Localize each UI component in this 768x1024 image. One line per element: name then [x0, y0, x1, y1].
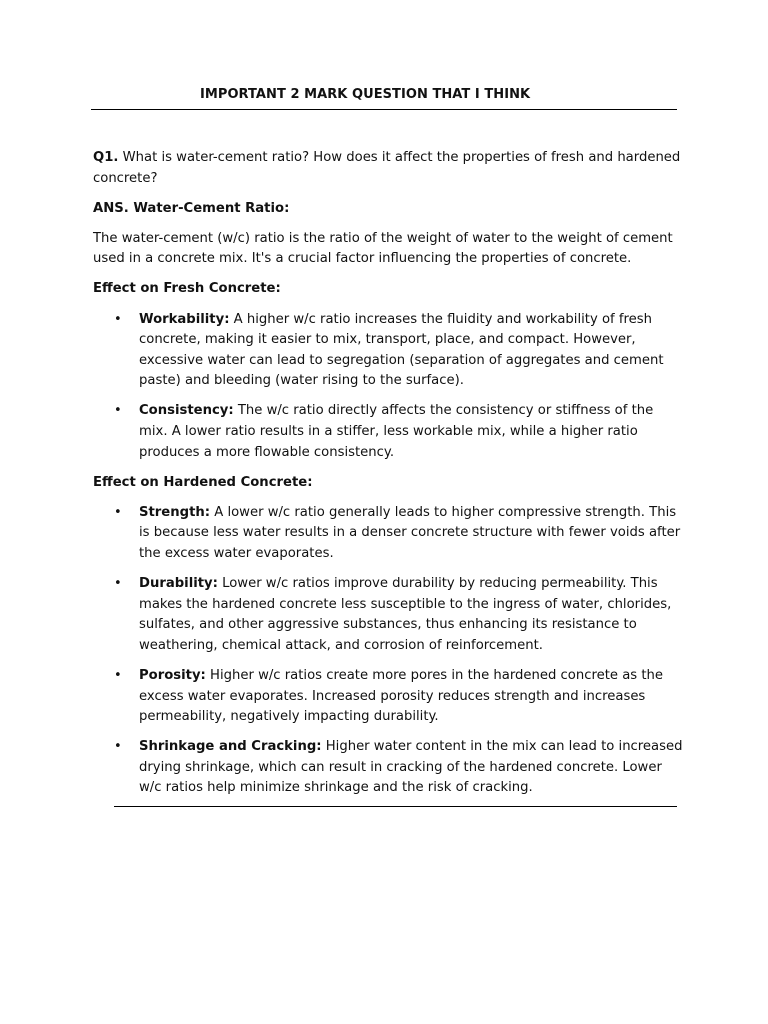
list-item-workability — [93, 310, 683, 392]
bullet-icon: • — [114, 311, 122, 327]
hardened-concrete-list — [93, 503, 683, 799]
bullet-icon: • — [114, 667, 122, 683]
question-label: Q1. — [93, 150, 119, 165]
fresh-concrete-heading: Effect on Fresh Concrete: — [93, 281, 281, 297]
bullet-icon: • — [114, 576, 122, 592]
item-term: Workability: — [139, 311, 230, 327]
question-text: What is water-cement ratio? How does it affect the properties of fresh and hardened concrete? — [93, 150, 681, 186]
hardened-concrete-heading: Effect on Hardened Concrete: — [93, 474, 313, 490]
item-text: A lower w/c ratio generally leads to higher compressive strength. This is because less water results in a denser concrete structure with fewer voids after the excess water evaporates. — [139, 504, 681, 561]
item-text: Higher water content in the mix can lead to increased drying shrinkage, which can result in cracking of the hardened concrete. Lower w/c ratios help minimize shrinkage and the risk of cracking. — [139, 739, 683, 796]
item-text: Lower w/c ratios improve durability by reducing permeability. This makes the hardened concrete less susceptible to the ingress of water, chlorides, sulfates, and other aggressive substances, thus enhancing its resistance to weathering, chemical attack, and corrosion of reinforcement. — [139, 576, 672, 653]
title-divider — [91, 109, 677, 110]
item-term: Strength: — [139, 504, 211, 520]
item-text: Higher w/c ratios create more pores in the hardened concrete as the excess water evaporates. Increased porosity reduces strength and increases permeability, negatively impacting durability. — [139, 667, 663, 725]
list-item-strength — [93, 503, 683, 565]
bullet-icon: • — [114, 739, 122, 755]
list-item-durability — [93, 574, 683, 656]
item-text: A higher w/c ratio increases the fluidity and workability of fresh concrete, making it easier to mix, transport, place, and compact. However, excessive water can lead to segregation (separation of aggregates and cement paste) and bleeding (water rising to the surface). — [139, 311, 664, 389]
list-item-porosity — [93, 666, 683, 728]
answer-heading: ANS. Water-Cement Ratio: — [93, 200, 290, 216]
list-item-consistency — [93, 401, 683, 463]
bullet-icon: • — [114, 504, 122, 520]
item-text: The w/c ratio directly affects the consistency or stiffness of the mix. A lower ratio results in a stiffer, less workable mix, while a higher ratio produces a more flowable consistency. — [139, 403, 654, 460]
document-body — [93, 148, 683, 809]
item-term: Porosity: — [139, 667, 206, 683]
item-term: Consistency: — [139, 403, 234, 419]
bullet-icon: • — [114, 403, 122, 419]
fresh-concrete-list — [93, 310, 683, 464]
list-item-shrinkage — [93, 737, 683, 799]
end-divider — [114, 806, 677, 807]
question-paragraph — [93, 148, 683, 189]
item-term: Durability: — [139, 576, 218, 592]
page-title: IMPORTANT 2 MARK QUESTION THAT I THINK — [200, 87, 531, 102]
intro-paragraph: The water-cement (w/c) ratio is the ratio of the weight of water to the weight of cement used in a concrete mix. It's a crucial factor influencing the properties of concrete. — [93, 230, 673, 267]
item-term: Shrinkage and Cracking: — [139, 739, 322, 755]
